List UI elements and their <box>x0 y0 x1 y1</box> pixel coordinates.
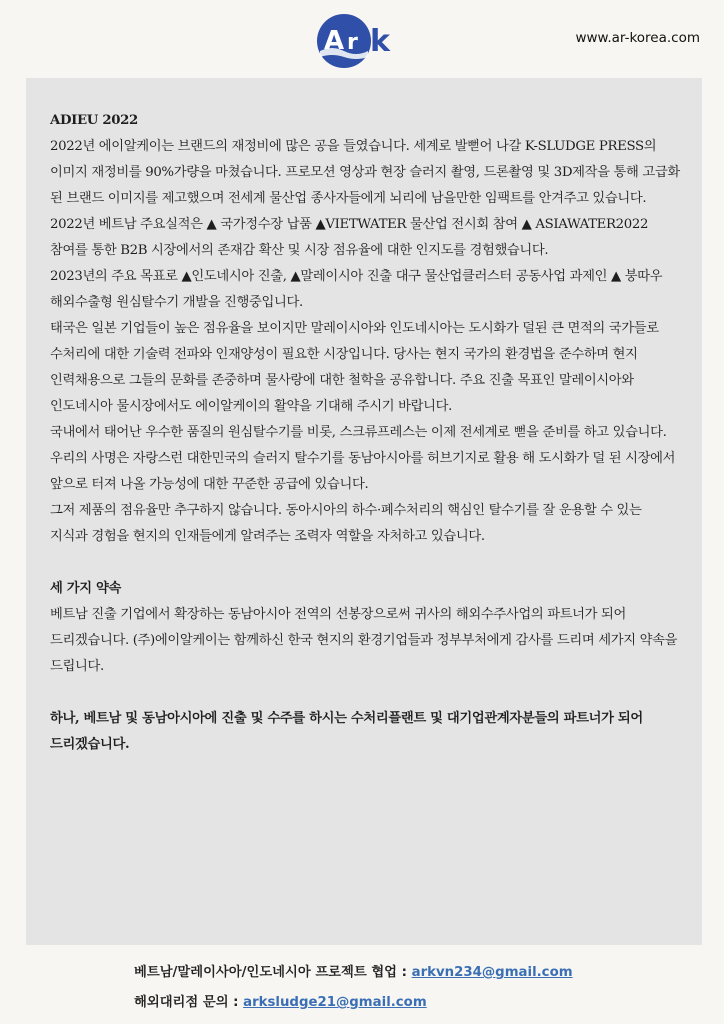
agency-email-link[interactable]: arksludge21@gmail.com <box>243 995 427 1010</box>
paragraph-markets: 태국은 일본 기업들이 높은 점유율을 보이지만 말레이시아와 인도네시아는 도시화가 덜된 큰 면적의 국가들로 수처리에 대한 기술력 전파와 인재양성이 필요한 시장입니다. 당사는 현지 국가의 환경법을 준수하며 현지 인력채용으로 그들의 문화를 존중하며 물사랑에 대한 철학을 공유합니다. 주요 진출 목표인 말레이시아와 인도네시아 물시장에서도 에이알케이의 활약을 기대해 주시기 바랍니다. <box>50 321 659 414</box>
paragraph-role: 그저 제품의 점유율만 추구하지 않습니다. 동아시아의 하수·폐수처리의 핵심인 탈수기를 잘 운용할 수 있는 지식과 경험을 현지의 인재들에게 알려주는 조력자 역할을 자처하고 있습니다. <box>50 503 642 544</box>
logo-letter-a: A <box>324 26 345 56</box>
agency-contact-label: 해외대리점 문의 : <box>134 995 244 1010</box>
spacer <box>50 550 682 576</box>
ark-logo[interactable] <box>316 11 408 71</box>
project-contact-row <box>134 958 573 988</box>
logo-letter-k: k <box>370 24 390 59</box>
page-header <box>0 0 724 76</box>
paragraph-mission: 국내에서 태어난 우수한 품질의 원심탈수기를 비롯, 스크류프레스는 이제 전세계로 뻗을 준비를 하고 있습니다. 우리의 사명은 자랑스런 대한민국의 슬러지 탈수기를 동남아시아를 허브기지로 활용 해 도시화가 덜 된 시장에서 앞으로 터져 나올 가능성에 대한 꾸준한 공급에 있습니다. <box>50 425 676 492</box>
spacer <box>50 680 682 706</box>
paragraph-brand: 2022년 에이알케이는 브랜드의 재정비에 많은 공을 들였습니다. 세계로 발뻗어 나갈 K-SLUDGE PRESS의 이미지 재정비를 90%가량을 마쳤습니다. 프로모션 영상과 현장 슬러지 촬영, 드론촬영 및 3D제작을 통해 고급화 된 브랜드 이미지를 제고했으며 전세계 물산업 종사자들에게 뇌리에 남을만한 임팩트를 안겨주고 있습니다. <box>50 139 680 206</box>
paragraph-promises-intro: 베트남 진출 기업에서 확장하는 동남아시아 전역의 선봉장으로써 귀사의 해외수주사업의 파트너가 되어 드리겠습니다. (주)에이알케이는 함께하신 한국 현지의 환경기업들과 정부부처에게 감사를 드리며 세가지 약속을 드립니다. <box>50 607 678 674</box>
section-title-promises: 세 가지 약속 <box>50 581 122 596</box>
site-url-link[interactable]: www.ar-korea.com <box>575 30 700 46</box>
project-contact-label: 베트남/말레이사아/인도네시아 프로젝트 협업 : <box>134 965 412 980</box>
letter-title: ADIEU 2022 <box>50 113 138 128</box>
logo-letter-r: r <box>347 30 358 55</box>
paragraph-2023-goals: 2023년의 주요 목표로 ▲인도네시아 진출, ▲말레이시아 진출 대구 물산업클러스터 공동사업 과제인 ▲ 붕따우 해외수출형 원심탈수기 개발을 진행중입니다. <box>50 269 663 310</box>
letter-body <box>50 108 682 758</box>
project-email-link[interactable]: arkvn234@gmail.com <box>411 965 573 980</box>
paragraph-2022-results: 2022년 베트남 주요실적은 ▲ 국가정수장 납품 ▲VIETWATER 물산업 전시회 참여 ▲ ASIAWATER2022 참여를 통한 B2B 시장에서의 존재감 확산 및 시장 점유율에 대한 인지도를 경험했습니다. <box>50 217 649 258</box>
agency-contact-row <box>134 988 427 1018</box>
promise-one: 하나, 베트남 및 동남아시아에 진출 및 수주를 하시는 수처리플랜트 및 대기업관계자분들의 파트너가 되어 드리겠습니다. <box>50 711 643 752</box>
